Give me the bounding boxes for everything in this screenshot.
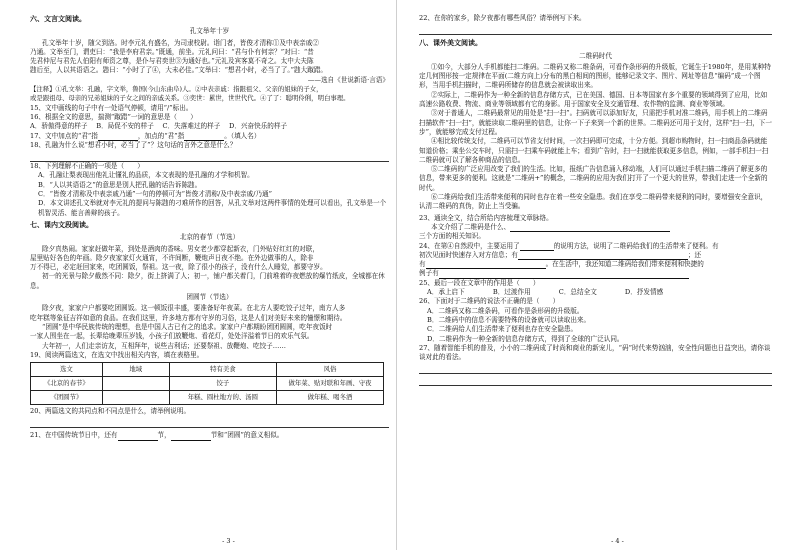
essay-source: ——选自《世说新语·言语》 — [307, 75, 389, 84]
question-24-text: 初次见面时快速存入对方信息；有 — [419, 250, 518, 259]
passage-1-line: 屋里贴好各色的年画。除夕夜家家灯火通宵，不许间断，鞭炮声日夜不绝。在外边做事的人，除非 — [30, 253, 314, 262]
table-cell: 饺子 — [169, 377, 276, 391]
question-18: 18、下列理解不正确的一项是（ ） — [30, 162, 144, 171]
question-19: 19、阅读两篇选文，在选文中找出相关内容，填在表格里。 — [30, 350, 204, 359]
essay-title: 孔文举年十岁 — [189, 27, 230, 36]
option: A．承上启下 — [427, 288, 465, 297]
essay-line: 先君仲尼与君先人伯阳有师资之尊，是仆与君奕世③为通好也。”元礼及宾客莫不奇之。太中大夫陈 — [30, 57, 314, 66]
essay-line: 孔文举年十岁，随父到洛。时李元礼有盛名，为司隶校尉。诣门者，皆俊才清称①及中表亲戚② — [42, 38, 319, 47]
passage-1-line: 除夕真热闹。家家赶做年菜，到处是酒肉的香味。男女老少都穿起新衣，门外贴好红红的对联， — [42, 244, 319, 253]
article-paragraph: ⑥二维码给我们生活带来便利的同时也存在着一些安全隐患。我们在享受二维码带来便利的同时，要增强安全意识，认清二维码的真伪，防止上当受骗。 — [419, 193, 768, 211]
question-20: 20、两篇选文的共同点和不同点是什么，请举例说明。 — [30, 407, 191, 416]
question-24-line — [419, 251, 772, 260]
page-number: - 4 - — [611, 536, 624, 545]
question-24-text: 例子有 — [419, 269, 439, 278]
answer-blank[interactable] — [518, 252, 688, 260]
passage-1-line: 万不得已，必定赶回家来，吃团圆饭，祭祖。这一夜，除了很小的孩子，没有什么人睡觉，都要守岁。 — [30, 263, 327, 272]
article-paragraph: ②实际上，二维码作为一种全新的信息存储方式，已在美国、德国、日本等国家有多个重要的领域得到了应用，比如高速公路收费、物流、商业等领域都有它的身影。用于国家安全及交通管理、农作物的监测、商业等领域。 — [419, 90, 768, 109]
essay-line: 韪后至，人以其语语之。韪曰：“小时了了④，大未必佳。”文举曰：“想君小时，必当了了。”韪大踧踖。 — [30, 66, 328, 75]
article-title: 二维码时代 — [579, 51, 612, 60]
question-24-line — [419, 260, 772, 269]
question-25: 25、最后一段在文章中的作用是（ ） — [419, 278, 540, 287]
question-22: 22、在你的家乡，除夕夜都有哪些风俗？请举例写下来。 — [419, 14, 586, 22]
question-24 — [419, 242, 772, 251]
answer-blank[interactable] — [118, 433, 158, 441]
option: C．失落难过的样子 — [162, 122, 221, 131]
question-23-text: 本文介绍了二维码是什么、 — [431, 222, 511, 231]
table-row — [31, 391, 384, 405]
question-27: 27、随着智能手机的普及，小小的二维码成了时尚和商业的新宠儿，“码”时代来势汹汹，安全性问题也日益突出，请你谈谈对此的看法。 — [419, 343, 771, 362]
passage-2-line: 一家人围坐在一起，长辈给晚辈压岁钱，小孩子们放鞭炮、看花灯，处处洋溢着节日的欢乐气氛。 — [30, 332, 314, 341]
option: C．“皆俊才清称及中表亲戚乃通”一句的停顿可为“皆俊才清称/及中表亲戚/乃通” — [38, 190, 272, 199]
question-16-options — [30, 122, 389, 131]
option: B．二维码中的信息不需要特殊的设备就可以读取出来。 — [427, 315, 591, 324]
option: A．二维码又称二维条码，可看作是条形码的升级版。 — [427, 306, 584, 315]
table-cell-blank[interactable] — [102, 377, 169, 391]
section-8-heading: 八、课外美文阅读。 — [419, 39, 482, 48]
answer-line[interactable] — [419, 374, 772, 386]
question-23: 23、通读全文，结合所给内容梳理文章脉络。 — [419, 213, 553, 222]
passage-1-line: 初一的光景与除夕截然不同：除夕，街上挤满了人；初一，铺户都关着门，门前堆着昨夜燃放的爆竹纸皮，全城都在休息。 — [30, 272, 385, 290]
note: 【注释】①孔文举：孔融，字文举，鲁国(今山东曲阜)人。②中表亲戚：指跟祖父、父亲的姐妹的子女， — [30, 85, 323, 94]
article-paragraph: ⑤二维码的广泛应用改变了我们的生活。比如，报纸广告信息涌入移动端，人们可以通过手机扫描二维码了解更多的信息，带来更多的便利。这就是“二维码+”的概念，二维码的应用为我们打开了一个更大的世界，带我们走进一个全新的时代。 — [419, 165, 768, 192]
answer-blank[interactable] — [184, 133, 224, 141]
table-header: 特有美食 — [169, 363, 276, 377]
note: 或是跟祖母、母亲的兄弟姐妹的子女之间的亲戚关系。③奕世：累世，世世代代。④了了：聪明伶俐，明白事理。 — [30, 94, 350, 103]
question-24-text: ；还 — [687, 250, 702, 259]
question-26: 26、下面对于二维码的说法不正确的是（ ） — [419, 297, 560, 306]
question-15: 15、文中画线的句子中有一处语气停顿，请用“/”标出。 — [30, 103, 193, 112]
answer-line[interactable] — [419, 23, 772, 35]
passage-2-title: 团圆节（节选） — [186, 293, 233, 302]
question-21-text: 21、在中国传统节日中，还有 — [30, 431, 118, 440]
question-21-text: 节， — [157, 431, 171, 440]
passage-2-line: 吃年糕等象征吉祥如意的食品。在我们这里，许多地方都有守岁的习俗，这是人们对美好未来的憧憬和期待。 — [30, 313, 347, 322]
question-17-text: 17、文中加点的“君”指 — [30, 131, 98, 140]
option: D．二维码作为一种全新的信息存储方式，得到了全球的广泛认同。 — [427, 334, 624, 343]
answer-line[interactable] — [30, 150, 389, 162]
passage-2-line: 除夕夜，家家户户都要吃团圆饭。这一顿饭很丰盛，要准备好年夜菜。在北方人要吃饺子过年，南方人多 — [42, 304, 346, 313]
comparison-table — [30, 362, 384, 405]
table-header: 风俗 — [277, 363, 384, 377]
question-16: 16、根据全文的意思，揣测“踧踖”一词的意思是（ ） — [30, 112, 197, 121]
article-paragraph: ③对于普通人，二维码最常见的用处是“扫一扫”。扫码就可以添加好友，只需把手机对准二维码，用手机上的二维码扫描软件“扫一扫”，就能读取二维码里的信息，让你一下子来到一个新的世界。二维码还可用于支付，这样“扫一扫，下一步”，就能够完成支付过程。 — [419, 109, 772, 136]
passage-2-line: 大年初一，人们走亲访友，互相拜年，说些吉利话；还要祭祖、放鞭炮、吃饺子…… — [42, 341, 286, 350]
table-header: 地域 — [102, 363, 169, 377]
question-24-line — [419, 269, 772, 278]
table-row — [31, 377, 384, 391]
right-page — [397, 0, 794, 550]
page-number: - 3 - — [222, 536, 235, 545]
table-cell: 做年菜、贴对联和年画、守夜 — [277, 377, 384, 391]
table-cell: 年糕、圆杜地方的、汤圆 — [169, 391, 276, 405]
option: D．本文讲述孔文举就对李元礼的提问与陈韪的刁难所作的回答，从孔文举对这两件事情的处理可以看出，孔文举是一个机智灵活、能言善辩的孩子。 — [38, 199, 387, 217]
question-21-text: 节和“团圆”的意义相似。 — [210, 431, 284, 440]
table-cell: 《团圆节》 — [31, 391, 103, 405]
answer-blank[interactable] — [98, 133, 138, 141]
section-7-heading: 七、课内文段阅读。 — [30, 220, 93, 229]
option: B．局促不安的样子 — [96, 122, 154, 131]
answer-blank[interactable] — [171, 433, 211, 441]
question-24-text: 24、在第④自然段中，主要运用了 — [419, 241, 520, 250]
question-17-text: 。（填人名） — [224, 131, 261, 140]
answer-blank[interactable] — [426, 261, 546, 269]
question-24-text: 。在生活中，我还知道二维码给我们带来便利和快捷的 — [545, 260, 704, 269]
option: B．“人以其语语之”的意思是别人把孔融的话告诉陈韪。 — [38, 180, 202, 189]
answer-line[interactable] — [419, 362, 772, 374]
passage-1-title: 北京的春节（节选） — [179, 233, 240, 242]
essay-line: 乃通。文举至门，谓吏曰：“我是李府君亲。”既通，前坐。元礼问曰：“君与仆有何亲？”对曰：“昔 — [30, 47, 314, 56]
answer-blank[interactable] — [439, 271, 689, 279]
option: C．二维码给人们生活带来了便利也存在安全隐患。 — [427, 325, 578, 334]
section-6-heading: 六、文言文阅读。 — [30, 15, 86, 23]
option: A．孔融让梨表现出他礼让懂礼的品质，本文表现的是孔融的才学和机智。 — [38, 171, 254, 180]
question-17-text: ，加点的“君”指 — [137, 131, 185, 140]
question-23-line — [419, 223, 772, 232]
article-paragraph: ④相比较传统支付，二维码可以节省支付时间，一次扫码即可完成，十分方便。到超市购物时，扫一扫商品条码就能知道价格；乘坐公交车时，只需扫一扫乘车码就能上车；看到广告时，扫一扫就能获取更多信息，例如，一部手机扫一扫二维码就可以了解各种商品的信息。 — [419, 137, 769, 164]
question-17 — [30, 132, 389, 141]
answer-blank[interactable] — [520, 243, 554, 251]
option: C．总结全文 — [558, 288, 597, 297]
question-21 — [30, 431, 389, 440]
option: D．抒发情感 — [624, 288, 664, 297]
article-paragraph: ①如今，大部分人手机都能扫二维码。二维码又称二维条码，可看作条形码的升级版，它诞生于1980年，是用某种特定几何图形按一定规律在平面(二维方向上)分布的黑白相间的图形，能够记录文字、图片、网址等信息“编码”成一个图形，当用手机扫描时，二维码所储存的信息就会被读取出来。 — [419, 62, 771, 90]
essay-body — [30, 39, 389, 76]
table-header-row — [31, 363, 384, 377]
answer-line[interactable] — [30, 416, 389, 428]
question-25-options — [419, 288, 772, 297]
answer-blank[interactable] — [510, 224, 670, 232]
option: A．骄傲得意的样子 — [30, 122, 88, 131]
table-cell: 《北京的春节》 — [31, 377, 103, 391]
question-17-sub: 18、孔融为什么说“想君小时，必当了了”？这句话的言外之意是什么？ — [30, 140, 237, 149]
passage-2-line: “团圆”是中华民族传统的理想，也是中国人古已有之的追求。家家户户都期盼团团圆圆，吃年夜饭时 — [42, 322, 333, 331]
question-24-text: 有 — [419, 260, 426, 269]
question-24-text: 的说明方法，说明了二维码给我们的生活带来了便利。有 — [553, 241, 719, 250]
table-header: 选文 — [31, 363, 103, 377]
option: B．过渡作用 — [492, 288, 531, 297]
table-cell: 做年糕、喝冬酒 — [277, 391, 384, 405]
table-cell-blank[interactable] — [102, 391, 169, 405]
option: D．兴奋快乐的样子 — [229, 122, 288, 131]
question-23-line: 三个方面的相关知识。 — [419, 232, 485, 241]
